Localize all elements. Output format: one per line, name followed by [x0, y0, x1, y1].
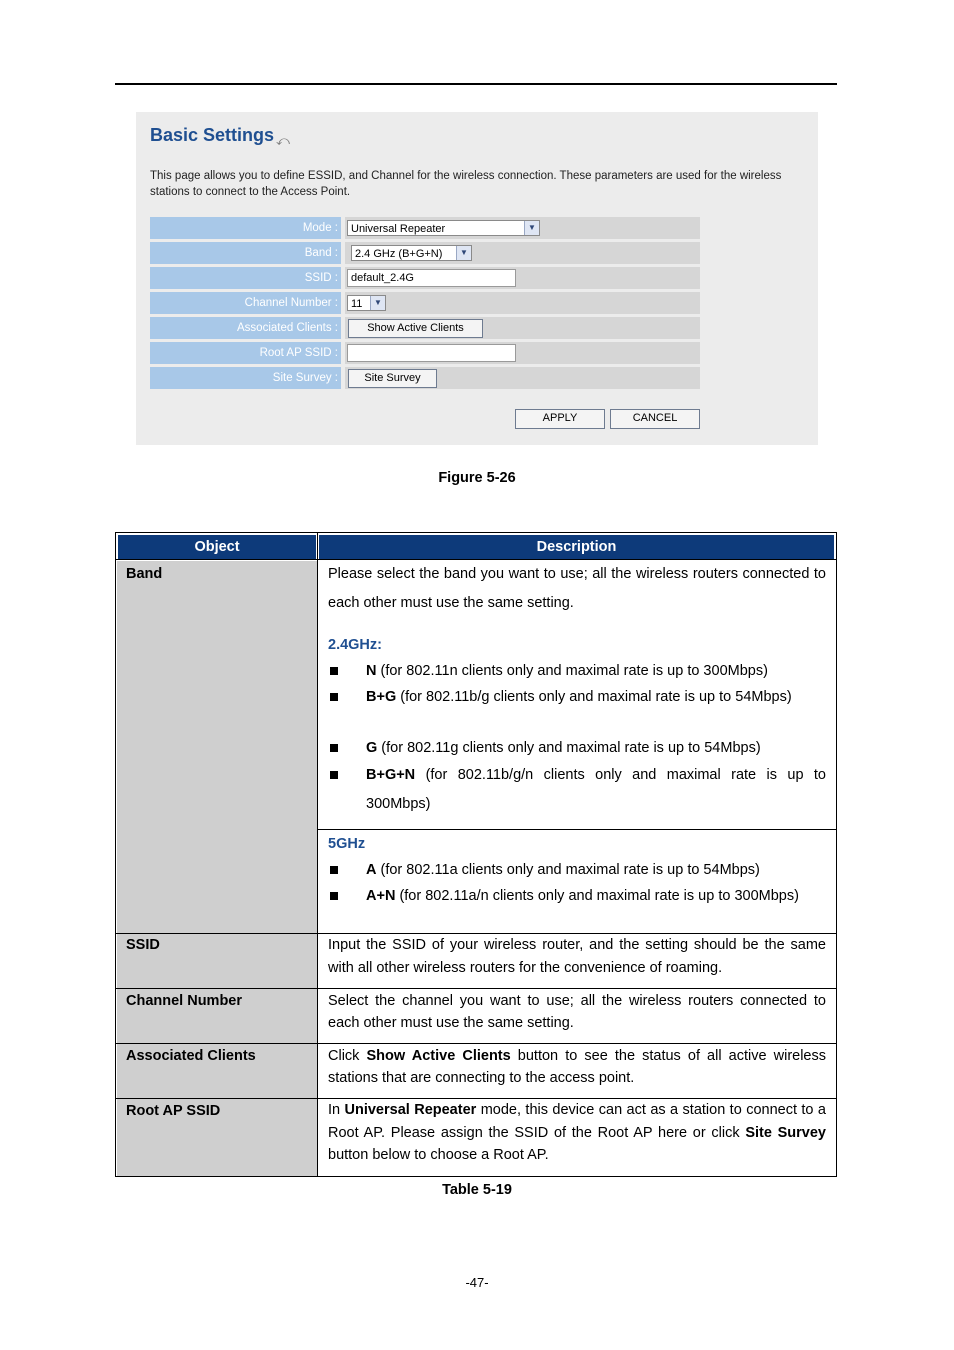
chevron-down-icon: ▼ [456, 246, 471, 260]
apply-button[interactable]: APPLY [515, 409, 605, 429]
help-icon[interactable]: ⤺ [276, 133, 290, 148]
column-divider [317, 533, 318, 1176]
associated-clients-label: Associated Clients : [150, 317, 341, 339]
associated-clients-row [150, 317, 700, 339]
header-description: Description [319, 535, 834, 559]
figure-caption: Figure 5-26 [438, 470, 516, 486]
bullet-icon [330, 693, 338, 701]
band-select[interactable] [351, 245, 472, 261]
ssid-label: SSID : [150, 267, 341, 289]
list-item: G (for 802.11g clients only and maximal rate is up to 54Mbps) [328, 736, 826, 760]
root-ap-ssid-description: In Universal Repeater mode, this device can act as a station to connect to a Root AP. Please assign the SSID of the Root AP here or click Site Survey button below to choose a Root AP. [328, 1102, 826, 1163]
basic-settings-panel [136, 112, 818, 445]
chevron-down-icon: ▼ [370, 296, 385, 310]
list-item: B+G (for 802.11b/g clients only and maximal rate is up to 54Mbps) [328, 685, 826, 733]
mode-value: Universal Repeater [351, 223, 446, 235]
root-ap-ssid-row [150, 342, 700, 364]
bullet-icon [330, 866, 338, 874]
chevron-down-icon: ▼ [524, 221, 539, 235]
associated-clients-description: Click Show Active Clients button to see the status of all active wireless stations that are connecting to the access point. [328, 1048, 826, 1086]
object-associated-clients: Associated Clients [126, 1048, 256, 1064]
bullet-icon [330, 771, 338, 779]
band-value: 2.4 GHz (B+G+N) [355, 248, 443, 260]
ssid-input[interactable]: default_2.4G [347, 269, 516, 287]
ssid-row [150, 267, 700, 289]
row-divider [116, 988, 836, 989]
site-survey-button[interactable]: Site Survey [348, 369, 437, 388]
bullet-icon [330, 892, 338, 900]
object-ssid: SSID [126, 937, 160, 953]
site-survey-row [150, 367, 700, 389]
page-number: -47- [465, 1275, 489, 1290]
channel-value: 11 [351, 298, 363, 310]
table-caption: Table 5-19 [442, 1182, 512, 1198]
cancel-button[interactable]: CANCEL [610, 409, 700, 429]
band-5ghz-heading: 5GHz [328, 836, 366, 852]
bullet-icon [330, 667, 338, 675]
row-divider [116, 1043, 836, 1044]
object-root-ap-ssid: Root AP SSID [126, 1103, 221, 1119]
mode-select[interactable] [347, 220, 540, 236]
object-channel-number: Channel Number [126, 993, 243, 1009]
band-24ghz-heading: 2.4GHz: [328, 637, 382, 653]
ssid-description: Input the SSID of your wireless router, and the setting should be the same with all other wireless routers for the convenience of roaming. [328, 937, 826, 976]
mode-label: Mode : [150, 217, 341, 239]
show-active-clients-button[interactable]: Show Active Clients [348, 319, 483, 338]
channel-label: Channel Number : [150, 292, 341, 314]
list-item: A (for 802.11a clients only and maximal rate is up to 54Mbps) [328, 858, 826, 882]
mode-row [150, 217, 700, 239]
band-row [150, 242, 700, 264]
description-table [115, 532, 837, 1177]
band-intro: Please select the band you want to use; all the wireless routers connected to each other must use the same setting. [328, 566, 826, 611]
channel-select[interactable] [347, 295, 386, 311]
channel-description: Select the channel you want to use; all the wireless routers connected to each other must use the same setting. [328, 993, 826, 1031]
root-ap-ssid-input[interactable] [347, 344, 516, 362]
object-band: Band [126, 566, 163, 582]
object-column [117, 561, 317, 1176]
band-label: Band : [150, 242, 341, 264]
site-survey-label: Site Survey : [150, 367, 341, 389]
band-subdivider [318, 829, 836, 830]
panel-description: This page allows you to define ESSID, and Channel for the wireless connection. These parameters are used for the wireless stations to connect to the Access Point. [150, 170, 782, 198]
panel-title: Basic Settings [150, 125, 275, 145]
root-ap-ssid-label: Root AP SSID : [150, 342, 341, 364]
header-rule [115, 83, 837, 85]
list-item: A+N (for 802.11a/n clients only and maximal rate is up to 300Mbps) [328, 884, 826, 932]
list-item: N (for 802.11n clients only and maximal rate is up to 300Mbps) [328, 659, 826, 683]
bullet-icon [330, 744, 338, 752]
list-item: B+G+N (for 802.11b/g/n clients only and maximal rate is up to 300Mbps) [328, 761, 826, 819]
channel-row [150, 292, 700, 314]
header-object: Object [118, 535, 316, 559]
